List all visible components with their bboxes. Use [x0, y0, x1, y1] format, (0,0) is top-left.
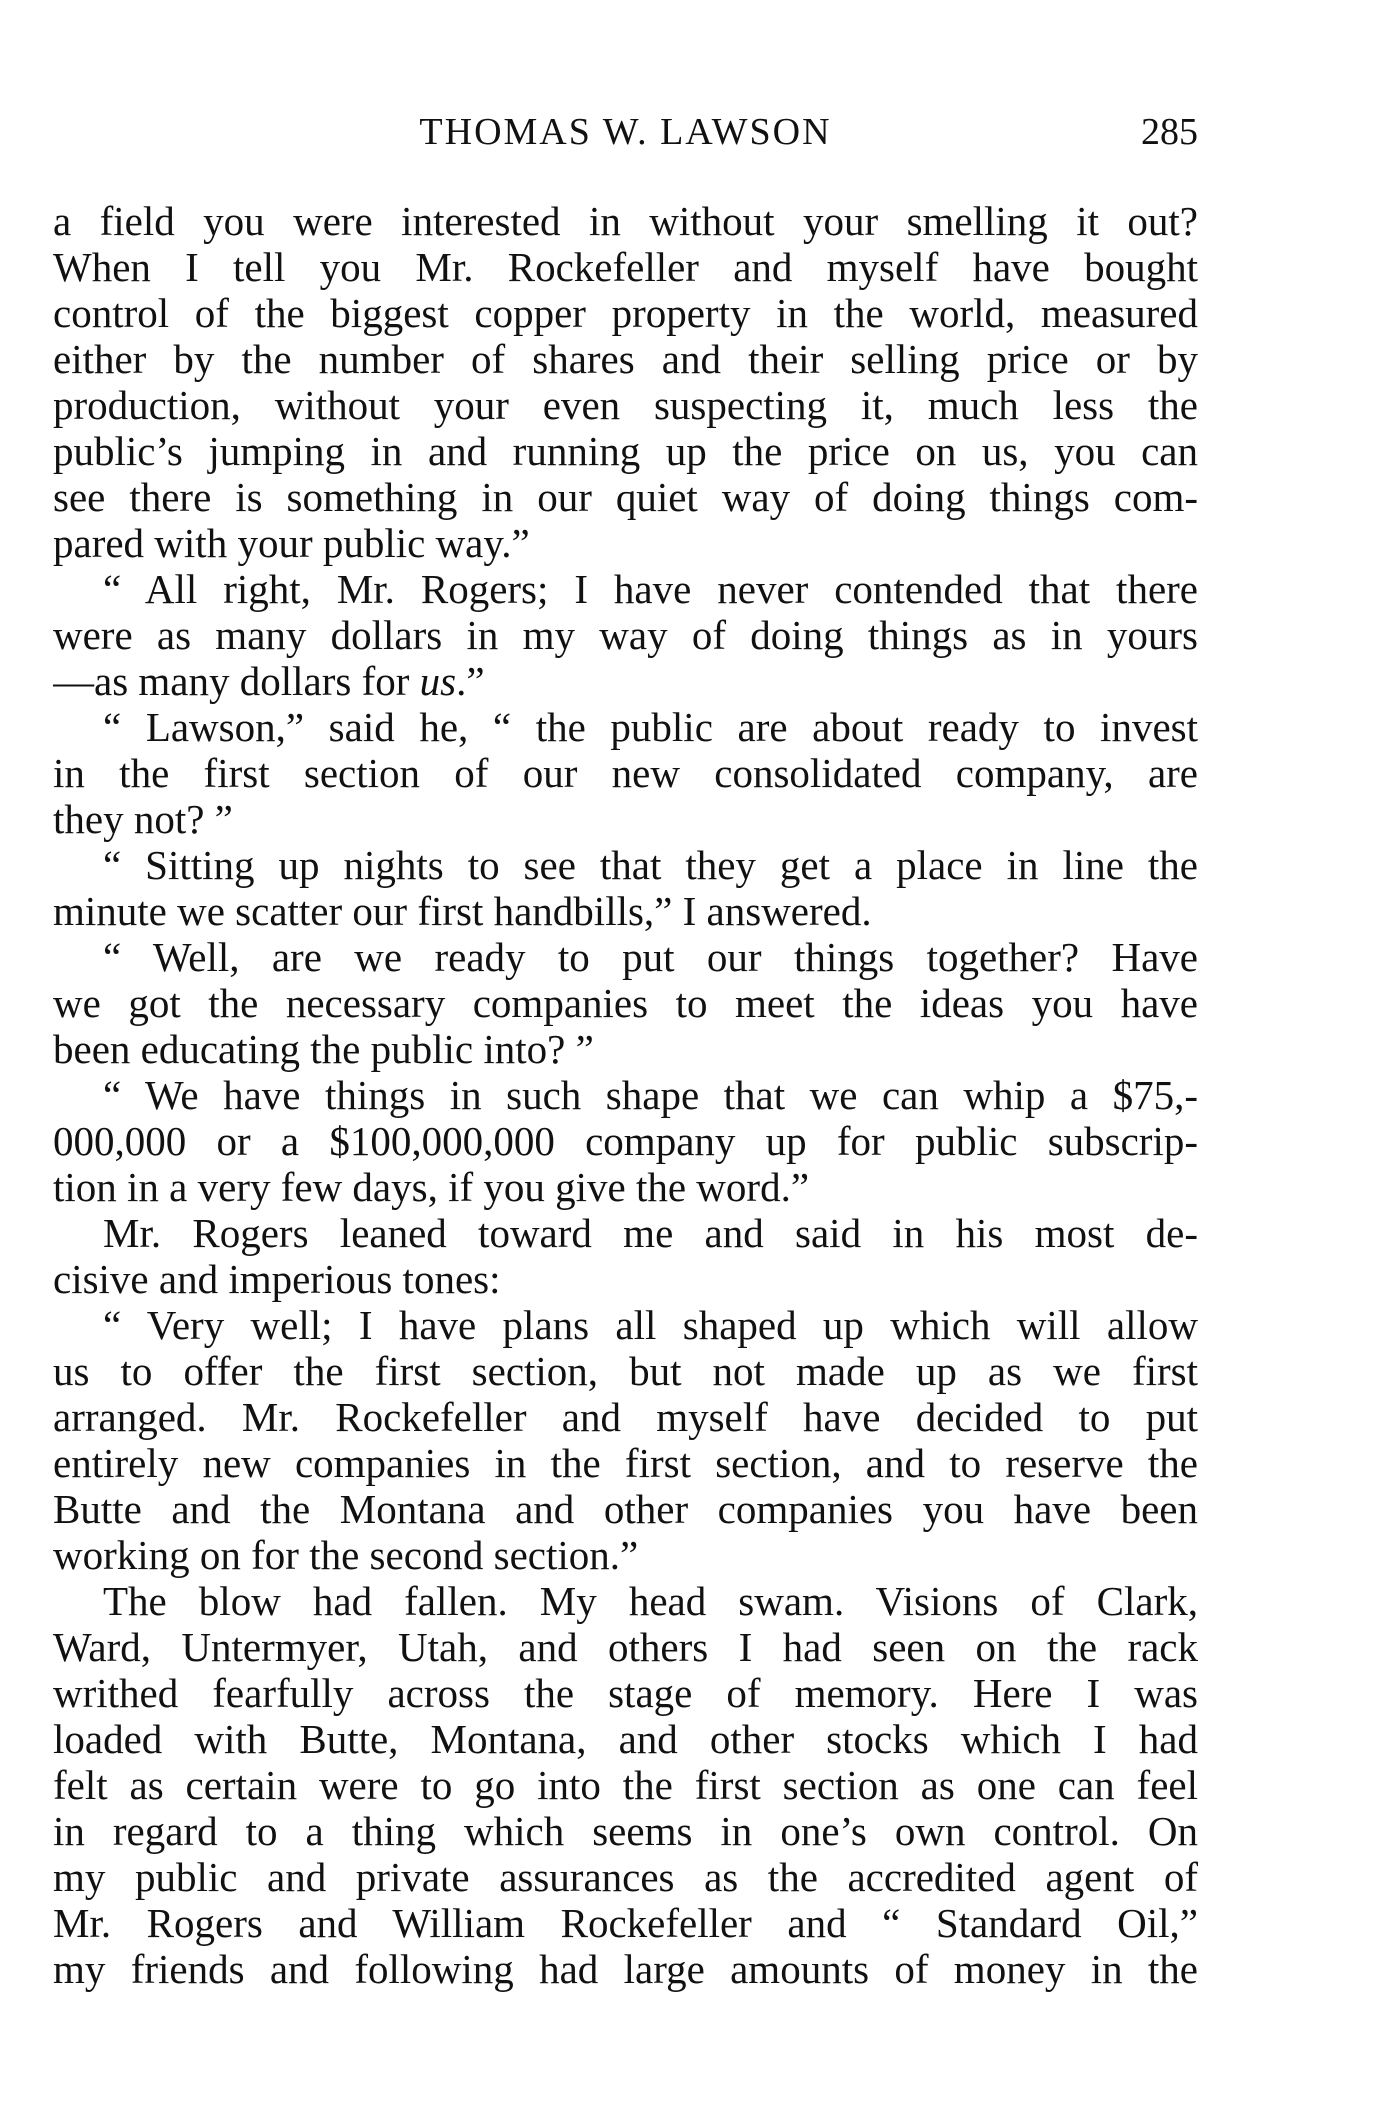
text-line: “ Lawson,” said he, “ the public are about ready to invest	[103, 704, 1198, 750]
text-line: either by the number of shares and their selling price or by	[53, 336, 1198, 382]
text-line: When I tell you Mr. Rockefeller and myself have bought	[53, 244, 1198, 290]
body-text	[53, 198, 1198, 1992]
text-line: minute we scatter our first handbills,” I answered.	[53, 888, 872, 934]
text-line: been educating the public into? ”	[53, 1026, 594, 1072]
text-line: loaded with Butte, Montana, and other stocks which I had	[53, 1716, 1198, 1762]
text-line: public’s jumping in and running up the price on us, you can	[53, 428, 1198, 474]
text-line: were as many dollars in my way of doing things as in yours	[53, 612, 1198, 658]
text-line: pared with your public way.”	[53, 520, 530, 566]
text-line: “ Very well; I have plans all shaped up which will allow	[103, 1302, 1198, 1348]
text-line: Ward, Untermyer, Utah, and others I had seen on the rack	[53, 1624, 1198, 1670]
text-line: they not? ”	[53, 796, 233, 842]
text-line: Mr. Rogers and William Rockefeller and “ Standard Oil,”	[53, 1900, 1198, 1946]
text-line: control of the biggest copper property in the world, measured	[53, 290, 1198, 336]
page-header	[53, 110, 1198, 170]
text-line: arranged. Mr. Rockefeller and myself have decided to put	[53, 1394, 1198, 1440]
text-line: “ Sitting up nights to see that they get a place in line the	[103, 842, 1198, 888]
text-line: production, without your even suspecting it, much less the	[53, 382, 1198, 428]
text-line: us to offer the first section, but not made up as we first	[53, 1348, 1198, 1394]
text-fragment: —as many dollars for	[53, 658, 410, 704]
running-head: THOMAS W. LAWSON	[419, 111, 832, 153]
text-line: my public and private assurances as the accredited agent of	[53, 1854, 1198, 1900]
italic-word: us	[419, 658, 457, 704]
text-line: “ All right, Mr. Rogers; I have never contended that there	[103, 566, 1198, 612]
text-line: entirely new companies in the first section, and to reserve the	[53, 1440, 1198, 1486]
text-line: felt as certain were to go into the first section as one can feel	[53, 1762, 1198, 1808]
text-line: in regard to a thing which seems in one’s own control. On	[53, 1808, 1198, 1854]
text-line: in the first section of our new consolidated company, are	[53, 750, 1198, 796]
text-line: a field you were interested in without your smelling it out?	[53, 198, 1198, 244]
text-line: Mr. Rogers leaned toward me and said in his most de-	[103, 1210, 1198, 1256]
text-line: see there is something in our quiet way of doing things com-	[53, 474, 1198, 520]
text-line: The blow had fallen. My head swam. Visions of Clark,	[103, 1578, 1198, 1624]
text-line: tion in a very few days, if you give the word.”	[53, 1164, 810, 1210]
text-line: Butte and the Montana and other companies you have been	[53, 1486, 1198, 1532]
text-line: writhed fearfully across the stage of memory. Here I was	[53, 1670, 1198, 1716]
text-line: my friends and following had large amounts of money in the	[53, 1946, 1198, 1992]
text-line: “ Well, are we ready to put our things together? Have	[103, 934, 1198, 980]
text-line: 000,000 or a $100,000,000 company up for public subscrip-	[53, 1118, 1198, 1164]
page-number: 285	[1141, 111, 1198, 153]
text-line: cisive and imperious tones:	[53, 1256, 501, 1302]
closing-quote: .”	[456, 658, 485, 704]
text-line: “ We have things in such shape that we can whip a $75,-	[103, 1072, 1198, 1118]
text-line: working on for the second section.”	[53, 1532, 639, 1578]
text-line-with-italic	[53, 658, 1198, 704]
text-line: we got the necessary companies to meet the ideas you have	[53, 980, 1198, 1026]
